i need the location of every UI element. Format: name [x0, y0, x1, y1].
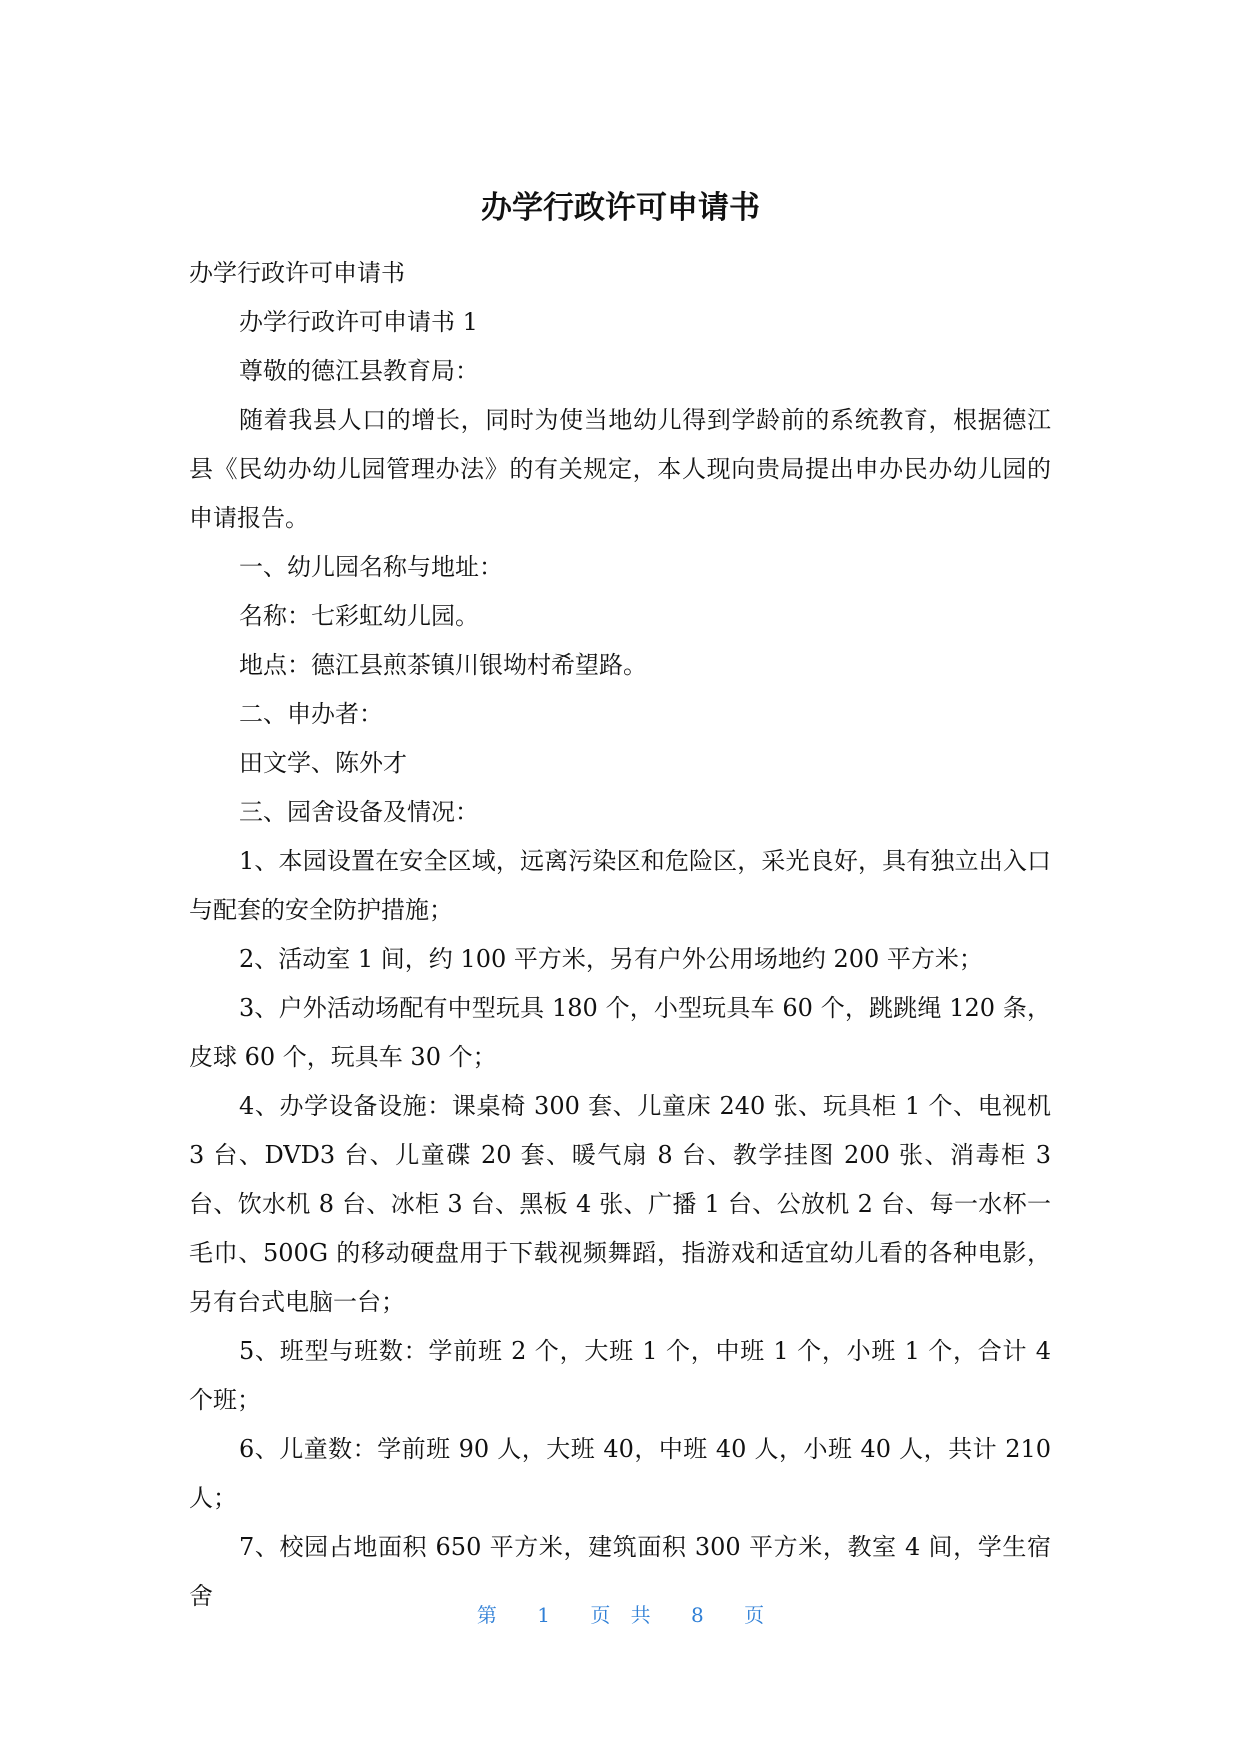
- list-item-2: 2、活动室 1 间，约 100 平方米，另有户外公用场地约 200 平方米；: [239, 945, 983, 973]
- page-footer: [0, 1600, 1241, 1630]
- section-heading-facilities: 三、园舍设备及情况：: [239, 798, 479, 826]
- paragraph-location: 地点：德江县煎茶镇川银坳村希望路。: [239, 651, 647, 679]
- paragraph-subtitle: 办学行政许可申请书 1: [239, 308, 478, 336]
- footer-label-page: 第: [476, 1603, 497, 1627]
- list-item-7: 7、校园占地面积 650 平方米，建筑面积 300 平方米，教室 4 间，学生宿舍: [189, 1533, 1051, 1610]
- paragraph-name: 名称：七彩虹幼儿园。: [239, 602, 479, 630]
- list-item-1: 1、本园设置在安全区域，远离污染区和危险区，采光良好，具有独立出入口与配套的安全防护措施；: [189, 847, 1051, 924]
- footer-current-page: 1: [537, 1603, 550, 1627]
- footer-label-of: 页 共: [590, 1603, 651, 1627]
- paragraph-intro: 随着我县人口的增长，同时为使当地幼儿得到学龄前的系统教育，根据德江县《民幼办幼儿园管理办法》的有关规定，本人现向贵局提出申办民办幼儿园的申请报告。: [189, 406, 1051, 532]
- list-item-3: 3、户外活动场配有中型玩具 180 个，小型玩具车 60 个，跳跳绳 120 条，皮球 60 个，玩具车 30 个；: [189, 994, 1051, 1071]
- list-item-6: 6、儿童数：学前班 90 人，大班 40，中班 40 人，小班 40 人，共计 210 人；: [189, 1435, 1051, 1512]
- footer-label-end: 页: [744, 1603, 765, 1627]
- paragraph-heading: 办学行政许可申请书: [189, 259, 405, 287]
- document-body: [189, 249, 1051, 1621]
- footer-total-pages: 8: [691, 1603, 704, 1627]
- list-item-5: 5、班型与班数：学前班 2 个，大班 1 个，中班 1 个，小班 1 个，合计 4 个班；: [189, 1337, 1051, 1414]
- section-heading-name-address: 一、幼儿园名称与地址：: [239, 553, 503, 581]
- paragraph-applicants: 田文学、陈外才: [239, 749, 407, 777]
- paragraph-salutation: 尊敬的德江县教育局：: [239, 357, 479, 385]
- section-heading-applicant: 二、申办者：: [239, 700, 383, 728]
- list-item-4: 4、办学设备设施：课桌椅 300 套、儿童床 240 张、玩具柜 1 个、电视机 3 台、DVD3 台、儿童碟 20 套、暖气扇 8 台、教学挂图 200 张、消毒柜 3 台、饮水机 8 台、冰柜 3 台、黑板 4 张、广播 1 台、公放机 2 台、每一水杯一毛巾、500G 的移动硬盘用于下载视频舞蹈，指游戏和适宜幼儿看的各种电影，另有台式电脑一台；: [189, 1092, 1051, 1316]
- document-title: 办学行政许可申请书: [481, 190, 760, 226]
